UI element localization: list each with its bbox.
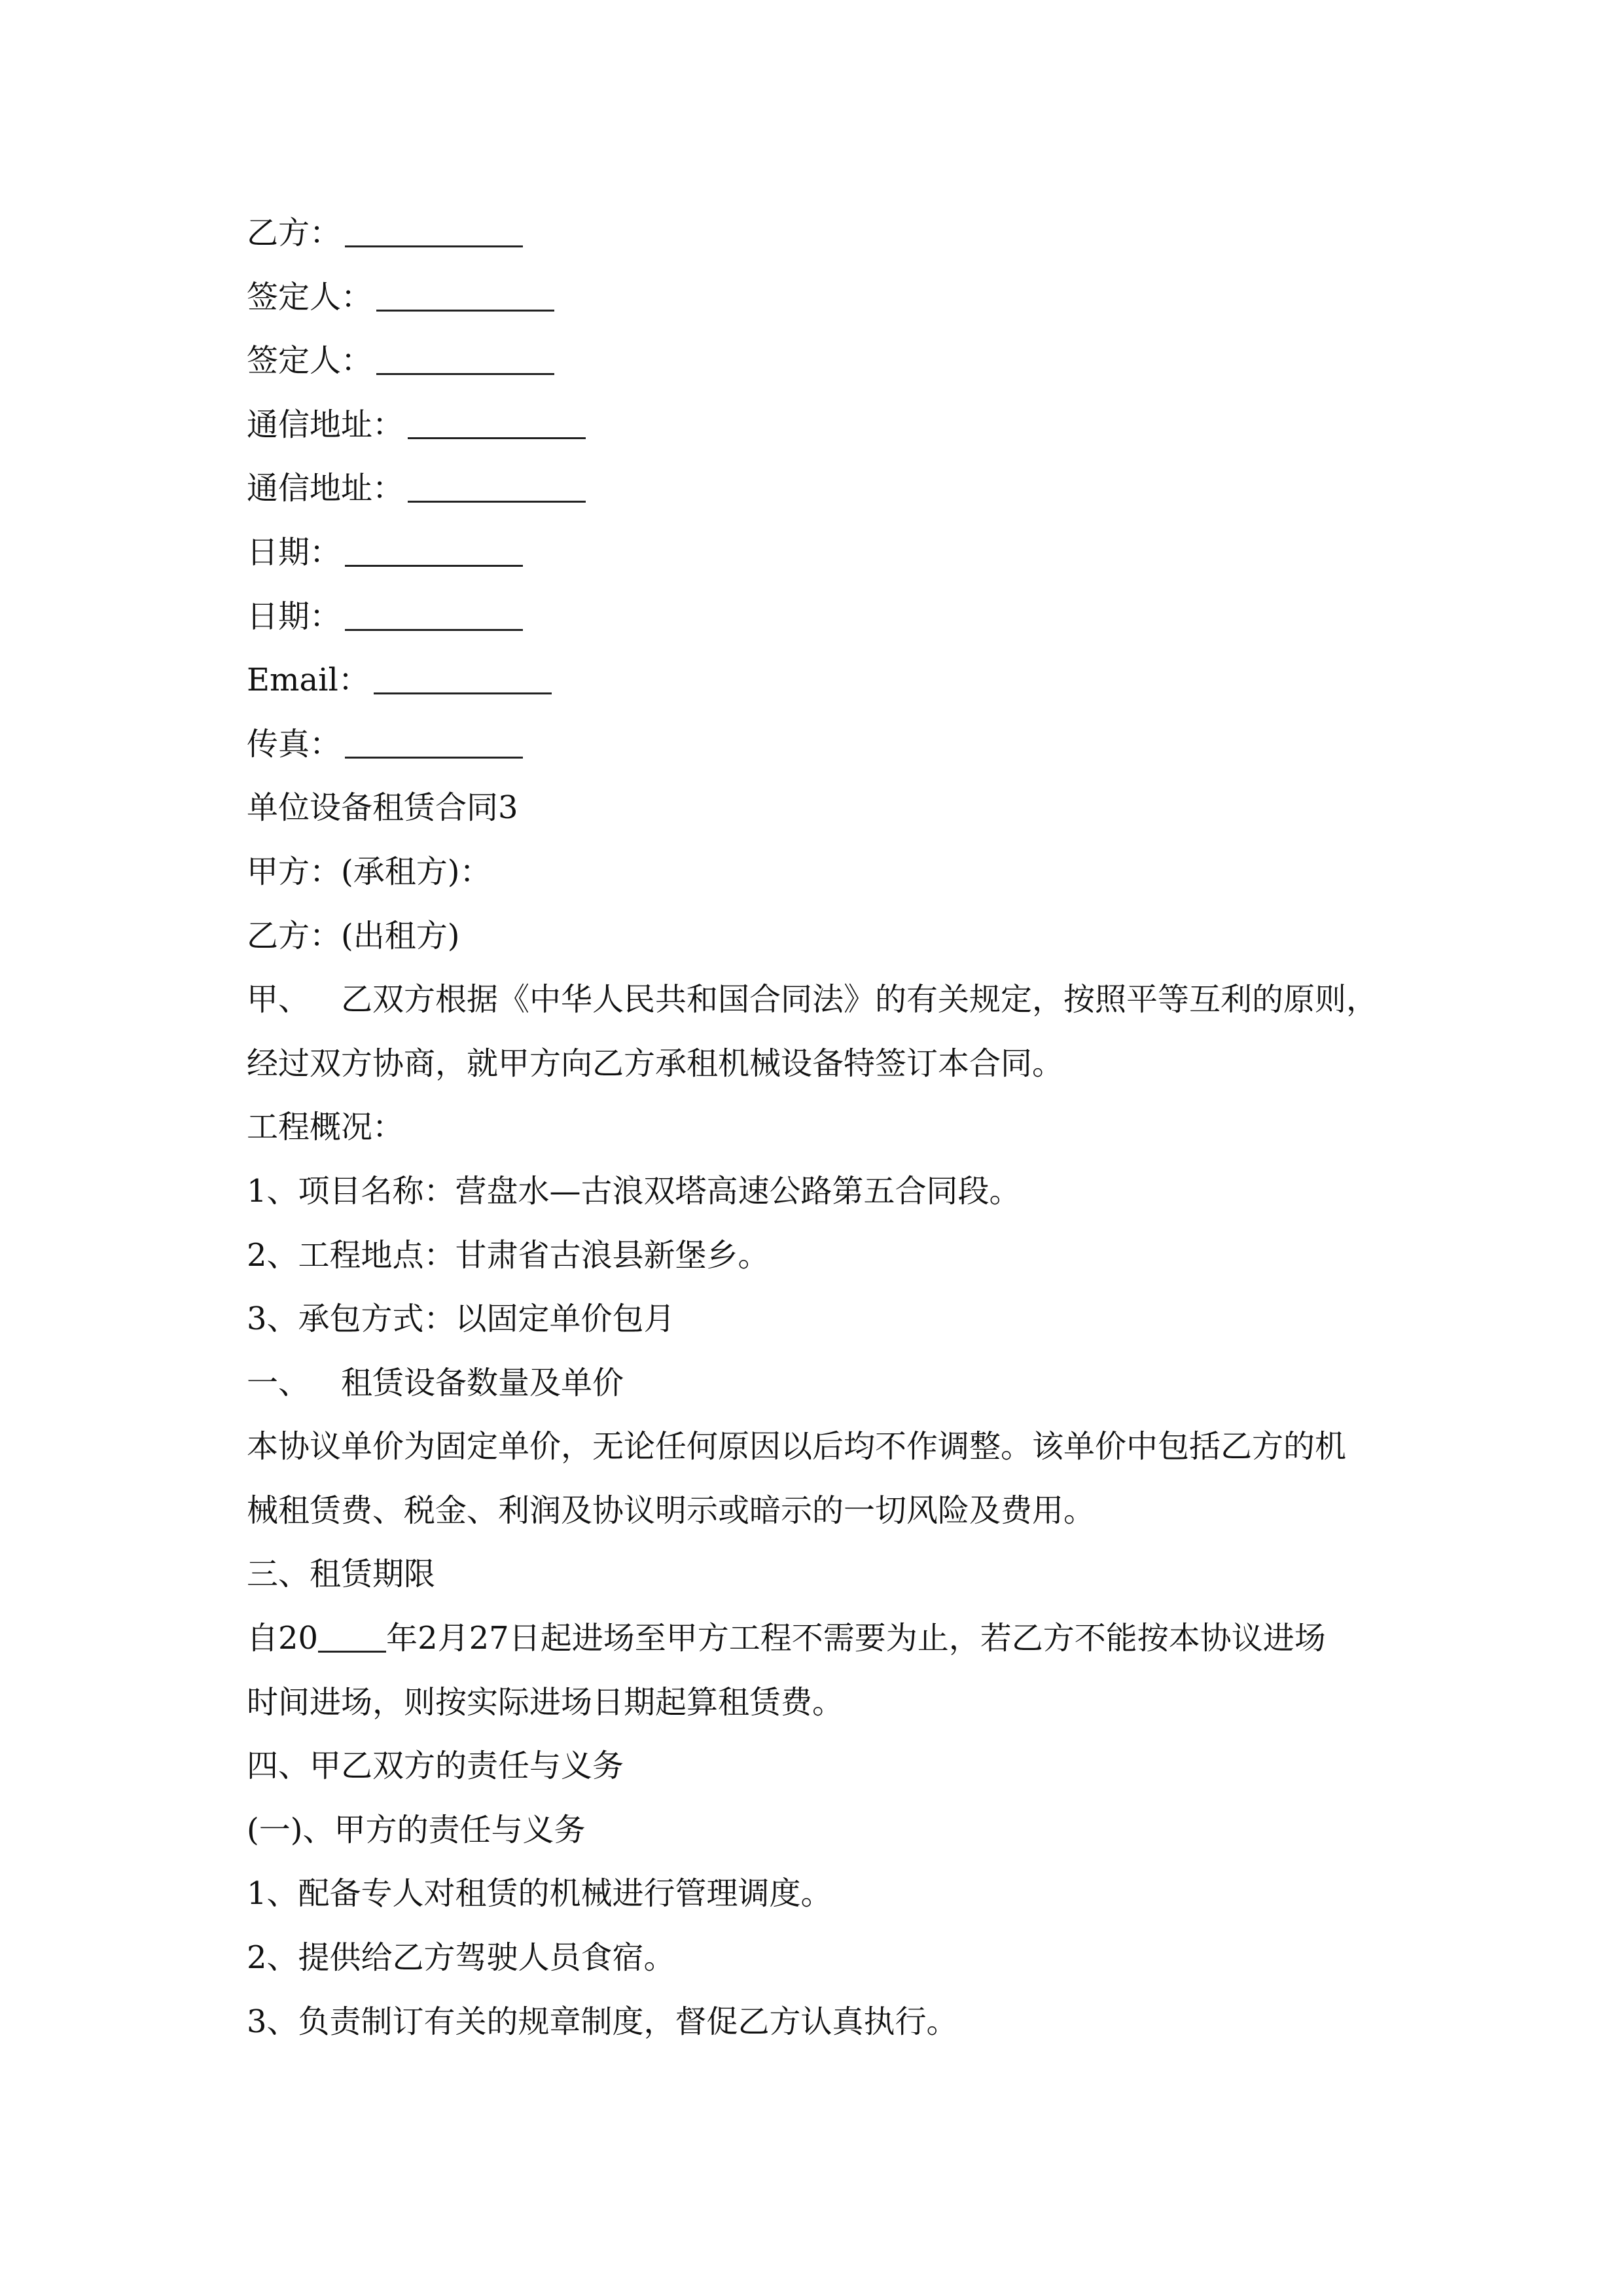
blank-field	[408, 498, 586, 503]
signature-line	[247, 393, 1399, 457]
blank-field	[374, 690, 552, 694]
signature-line	[247, 521, 1399, 585]
signature-line	[247, 457, 1399, 521]
field-label: 签定人：	[247, 342, 373, 380]
blank-field	[345, 754, 523, 759]
signature-line	[247, 713, 1399, 777]
section-heading: 三、租赁期限	[247, 1556, 436, 1593]
list-item: 1、项目名称：营盘水—古浪双塔高速公路第五合同段。	[247, 1172, 1021, 1210]
section-title: 租赁设备数量及单价	[341, 1364, 624, 1401]
blank-field	[345, 626, 523, 631]
overview-heading: 工程概况：	[247, 1109, 404, 1146]
blank-field	[408, 435, 586, 439]
blank-field	[376, 307, 554, 312]
signature-line	[247, 202, 1399, 266]
list-item: 3、承包方式：以固定单价包月	[247, 1300, 675, 1338]
blank-field	[345, 243, 523, 247]
intro-lead: 甲、	[247, 981, 310, 1018]
field-label: 通信地址：	[247, 470, 404, 507]
year-prefix: 自20	[247, 1620, 319, 1657]
section-heading: 四、甲乙双方的责任与义务	[247, 1748, 624, 1785]
field-label: 通信地址：	[247, 406, 404, 443]
blank-field	[345, 562, 523, 567]
paragraph-line: 械租赁费、税金、利润及协议明示或暗示的一切风险及费用。	[247, 1492, 1096, 1529]
paragraph-line: 本协议单价为固定单价，无论任何原因以后均不作调整。该单价中包括乙方的机	[247, 1428, 1347, 1465]
field-label: 日期：	[247, 533, 342, 571]
blank-field	[376, 370, 554, 375]
signature-line	[247, 585, 1399, 649]
section-heading	[247, 1352, 1399, 1416]
field-label: Email：	[247, 662, 370, 699]
party-b-line: 乙方：(出租方)	[247, 917, 460, 954]
intro-paragraph	[247, 968, 1399, 1032]
intro-paragraph-continued: 经过双方协商，就甲方向乙方承租机械设备特签订本合同。	[247, 1045, 1064, 1082]
field-label: 传真：	[247, 725, 342, 762]
list-item: 1、配备专人对租赁的机械进行管理调度。	[247, 1875, 832, 1912]
list-item: 3、负责制订有关的规章制度，督促乙方认真执行。	[247, 2003, 958, 2040]
document-body	[247, 202, 1399, 2054]
section-number: 一、	[247, 1364, 310, 1401]
field-label: 签定人：	[247, 278, 373, 315]
signature-line	[247, 329, 1399, 393]
signature-line	[247, 266, 1399, 330]
signature-line	[247, 649, 1399, 713]
year-blank	[318, 1648, 386, 1653]
contract-title: 单位设备租赁合同3	[247, 789, 518, 827]
list-item: 2、工程地点：甘肃省古浪县新堡乡。	[247, 1236, 770, 1274]
field-label: 日期：	[247, 598, 342, 635]
field-label: 乙方：	[247, 215, 342, 251]
date-text: 年2月27日起进场至甲方工程不需要为止，若乙方不能按本协议进场	[386, 1620, 1326, 1657]
party-a-line: 甲方：(承租方)：	[247, 853, 491, 890]
intro-text: 乙双方根据《中华人民共和国合同法》的有关规定，按照平等互利的原则，	[341, 981, 1378, 1018]
paragraph-line: 时间进场，则按实际进场日期起算租赁费。	[247, 1683, 844, 1721]
list-item: 2、提供给乙方驾驶人员食宿。	[247, 1939, 675, 1977]
paragraph-line	[247, 1607, 1399, 1671]
subsection-heading: (一)、甲方的责任与义务	[247, 1811, 586, 1848]
